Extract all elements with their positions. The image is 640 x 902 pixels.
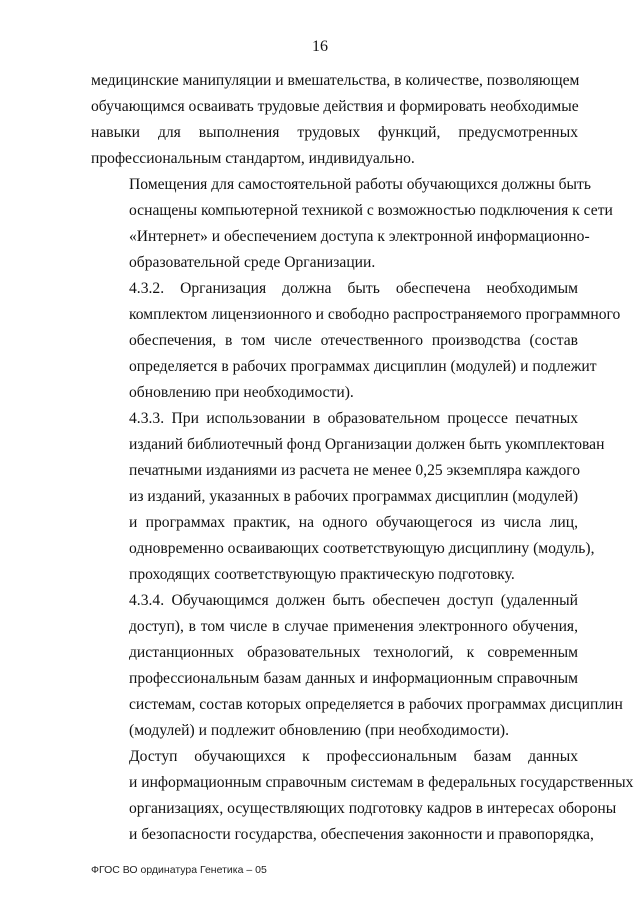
text-line: определяется в рабочих программах дисциплин (модулей) и подлежит [129,358,597,375]
page-number: 16 [312,38,328,55]
paragraph [91,406,605,588]
text-line: «Интернет» и обеспечением доступа к электронной информационно- [129,228,590,245]
text-line: и информационным справочным системам в федеральных государственных [129,774,634,791]
paragraph [91,68,578,172]
text-line: 4.3.2. Организация должна быть обеспечена необходимым [129,280,578,297]
document-footer: ФГОС ВО ординатура Генетика – 05 [91,864,267,876]
text-line: и безопасности государства, обеспечения законности и правопорядка, [129,826,594,843]
text-line: дистанционных образовательных технологий, к современным [129,644,578,661]
text-line: и программах практик, на одного обучающегося из числа лиц, [129,514,578,531]
text-line: печатными изданиями из расчета не менее 0,25 экземпляра каждого [129,462,581,479]
text-line: из изданий, указанных в рабочих программах дисциплин (модулей) [129,488,579,505]
text-line: профессиональным стандартом, индивидуально. [91,150,415,167]
text-line: образовательной среде Организации. [129,254,376,271]
text-line: изданий библиотечный фонд Организации должен быть укомплектован [129,436,605,453]
paragraph [91,744,634,848]
text-line: (модулей) и подлежит обновлению (при необходимости). [129,722,510,739]
text-line: обучающимся осваивать трудовые действия и формировать необходимые [91,98,579,115]
document-body [91,68,634,848]
text-line: медицинские манипуляции и вмешательства, в количестве, позволяющем [91,72,580,89]
text-line: доступ), в том числе в случае применения электронного обучения, [129,618,578,635]
text-line: оснащены компьютерной техникой с возможностью подключения к сети [129,202,613,219]
text-line: комплектом лицензионного и свободно распространяемого программного [129,306,621,323]
text-line: 4.3.3. При использовании в образовательном процессе печатных [129,410,578,427]
text-line: обновлению при необходимости). [129,384,354,401]
text-line: навыки для выполнения трудовых функций, предусмотренных [91,124,578,141]
paragraph [91,172,613,276]
text-line: проходящих соответствующую практическую подготовку. [129,566,515,583]
text-line: обеспечения, в том числе отечественного производства (состав [129,332,578,349]
text-line: Доступ обучающихся к профессиональным базам данных [129,748,578,765]
text-line: профессиональным базам данных и информационным справочным [129,670,578,687]
paragraph [91,276,621,406]
paragraph [91,588,623,744]
text-line: Помещения для самостоятельной работы обучающихся должны быть [129,176,591,193]
text-line: организациях, осуществляющих подготовку кадров в интересах обороны [129,800,617,817]
text-line: одновременно осваивающих соответствующую дисциплину (модуль), [129,540,595,557]
text-line: 4.3.4. Обучающимся должен быть обеспечен доступ (удаленный [129,592,578,609]
text-line: системам, состав которых определяется в рабочих программах дисциплин [129,696,623,713]
